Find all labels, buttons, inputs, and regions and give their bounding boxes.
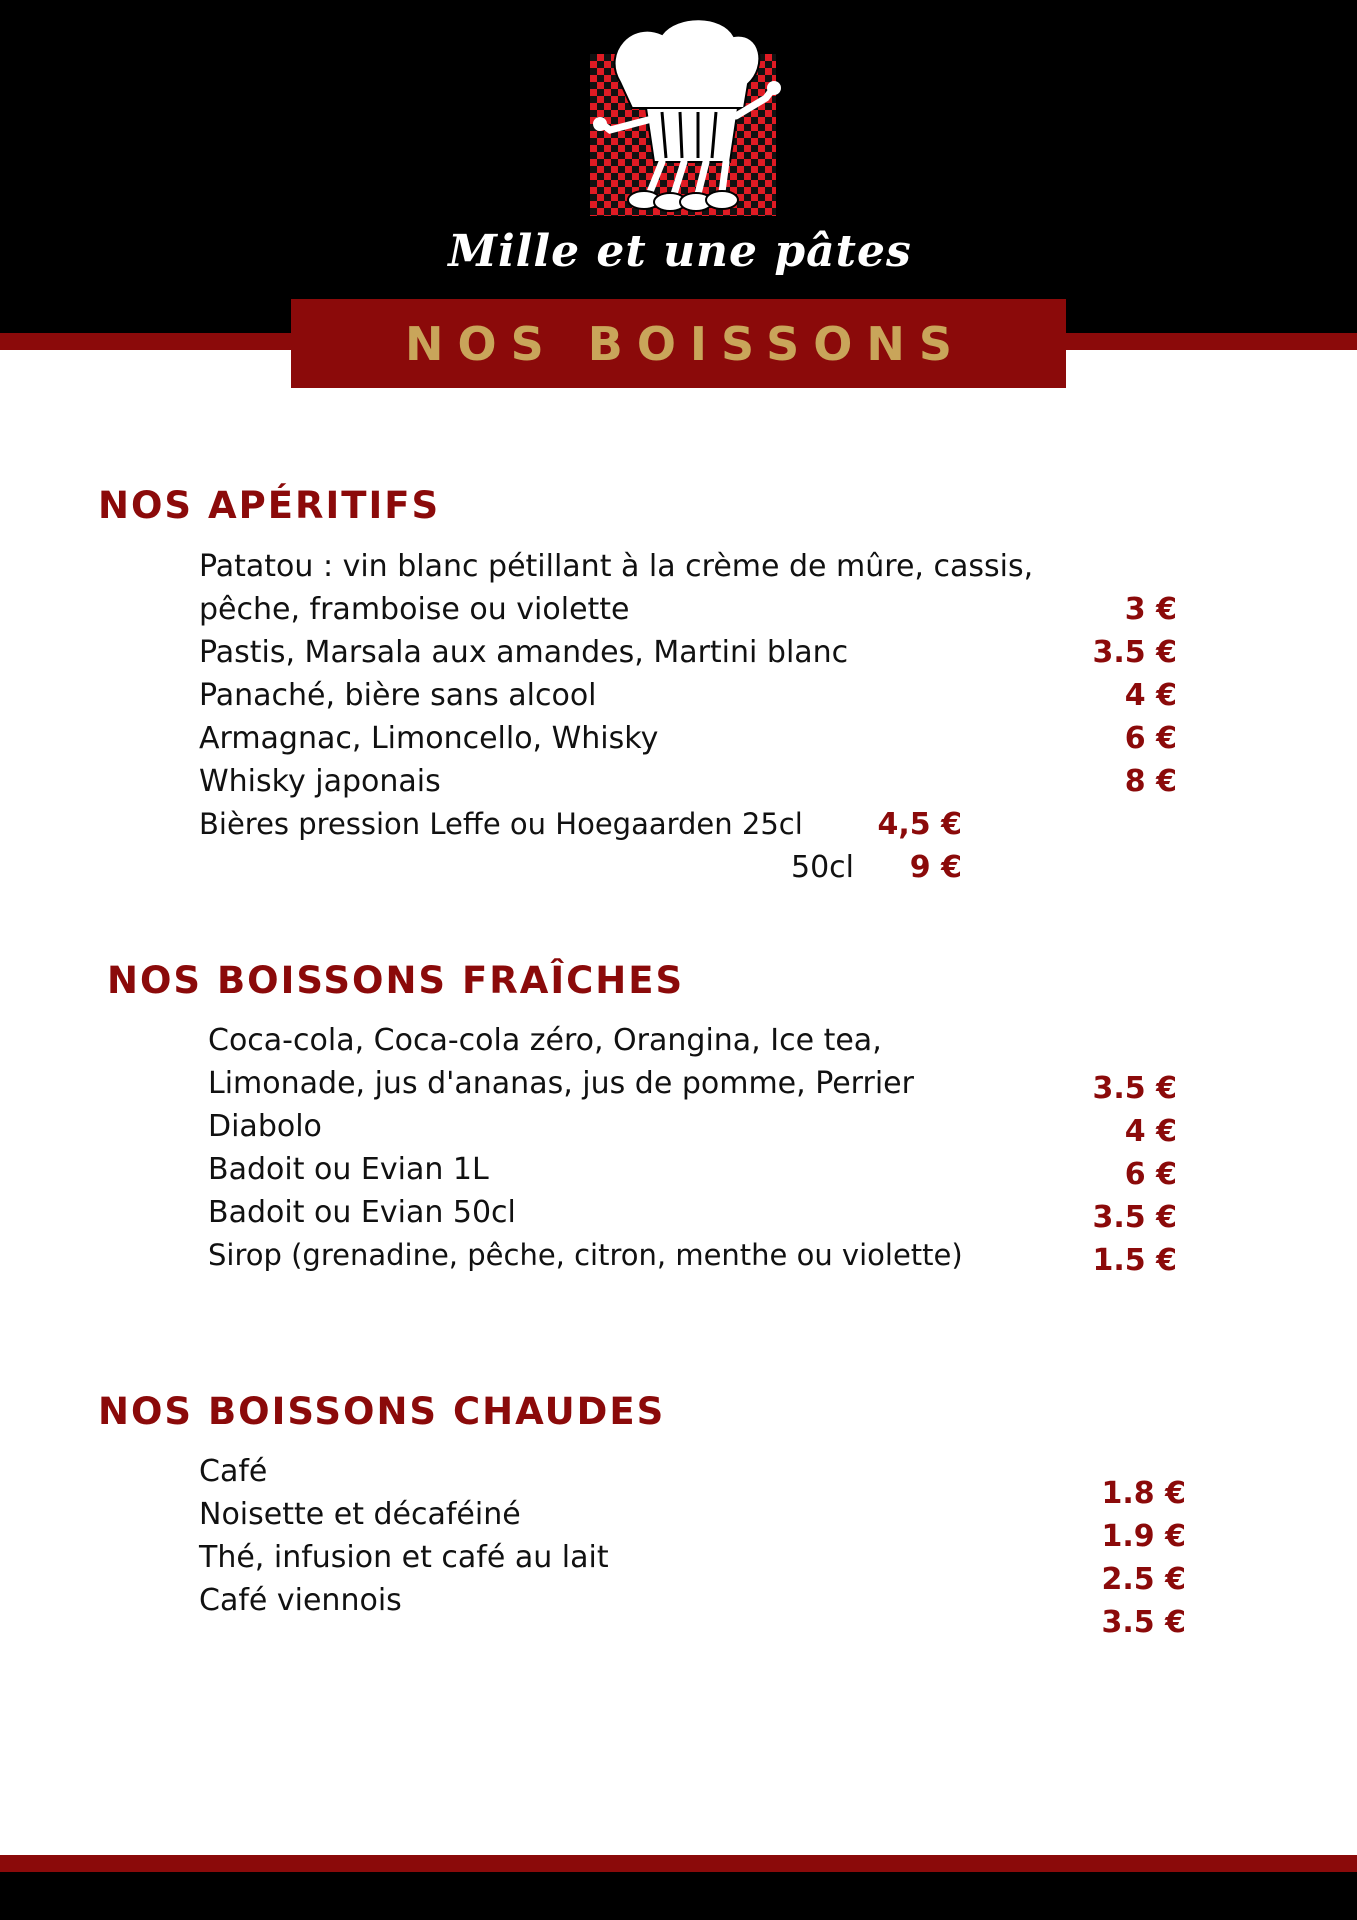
price: 9 € <box>909 850 962 885</box>
menu-item: Limonade, jus d'ananas, jus de pomme, Perrier <box>208 1066 914 1101</box>
section-title-chaudes: NOS BOISSONS CHAUDES <box>98 1390 666 1433</box>
price: 4 € <box>1124 678 1177 713</box>
price: 2.5 € <box>1101 1562 1186 1597</box>
price: 6 € <box>1124 1157 1177 1192</box>
price: 3.5 € <box>1092 1200 1177 1235</box>
title-banner <box>291 299 1066 388</box>
menu-item: Whisky japonais <box>199 764 441 799</box>
price: 4 € <box>1124 1114 1177 1149</box>
menu-item: Café <box>199 1454 268 1489</box>
menu-item: Café viennois <box>199 1583 402 1618</box>
section-title-aperitifs: NOS APÉRITIFS <box>98 484 441 527</box>
menu-item: Bières pression Leffe ou Hoegaarden 25cl <box>199 807 803 841</box>
menu-item: Diabolo <box>208 1109 322 1144</box>
price: 1.8 € <box>1101 1476 1186 1511</box>
menu-item: Badoit ou Evian 1L <box>208 1152 489 1187</box>
menu-item: Patatou : vin blanc pétillant à la crème de mûre, cassis, <box>199 549 1034 584</box>
menu-item: Coca-cola, Coca-cola zéro, Orangina, Ice tea, <box>208 1023 882 1058</box>
footer-band <box>0 1872 1357 1920</box>
price: 8 € <box>1124 764 1177 799</box>
menu-item: pêche, framboise ou violette <box>199 592 630 627</box>
price: 3.5 € <box>1092 635 1177 670</box>
price: 1.9 € <box>1101 1519 1186 1554</box>
menu-item: Armagnac, Limoncello, Whisky <box>199 721 659 756</box>
menu-item: 50cl <box>790 850 854 885</box>
chef-mascot-icon <box>562 12 792 227</box>
menu-item: Panaché, bière sans alcool <box>199 678 597 713</box>
price: 3.5 € <box>1101 1605 1186 1640</box>
price: 6 € <box>1124 721 1177 756</box>
menu-item: Pastis, Marsala aux amandes, Martini blanc <box>199 635 849 670</box>
price: 1.5 € <box>1092 1243 1177 1278</box>
menu-item: Noisette et décaféiné <box>199 1497 521 1532</box>
section-title-fraiches: NOS BOISSONS FRAÎCHES <box>107 959 685 1002</box>
price: 4,5 € <box>877 807 962 842</box>
menu-item: Badoit ou Evian 50cl <box>208 1195 516 1230</box>
page-title: NOS BOISSONS <box>405 316 966 371</box>
menu-item: Sirop (grenadine, pêche, citron, menthe ou violette) <box>208 1238 963 1272</box>
brand-name: Mille et une pâtes <box>448 226 912 277</box>
price: 3 € <box>1124 592 1177 627</box>
menu-item: Thé, infusion et café au lait <box>199 1540 609 1575</box>
footer-stripe <box>0 1855 1357 1872</box>
price: 3.5 € <box>1092 1071 1177 1106</box>
